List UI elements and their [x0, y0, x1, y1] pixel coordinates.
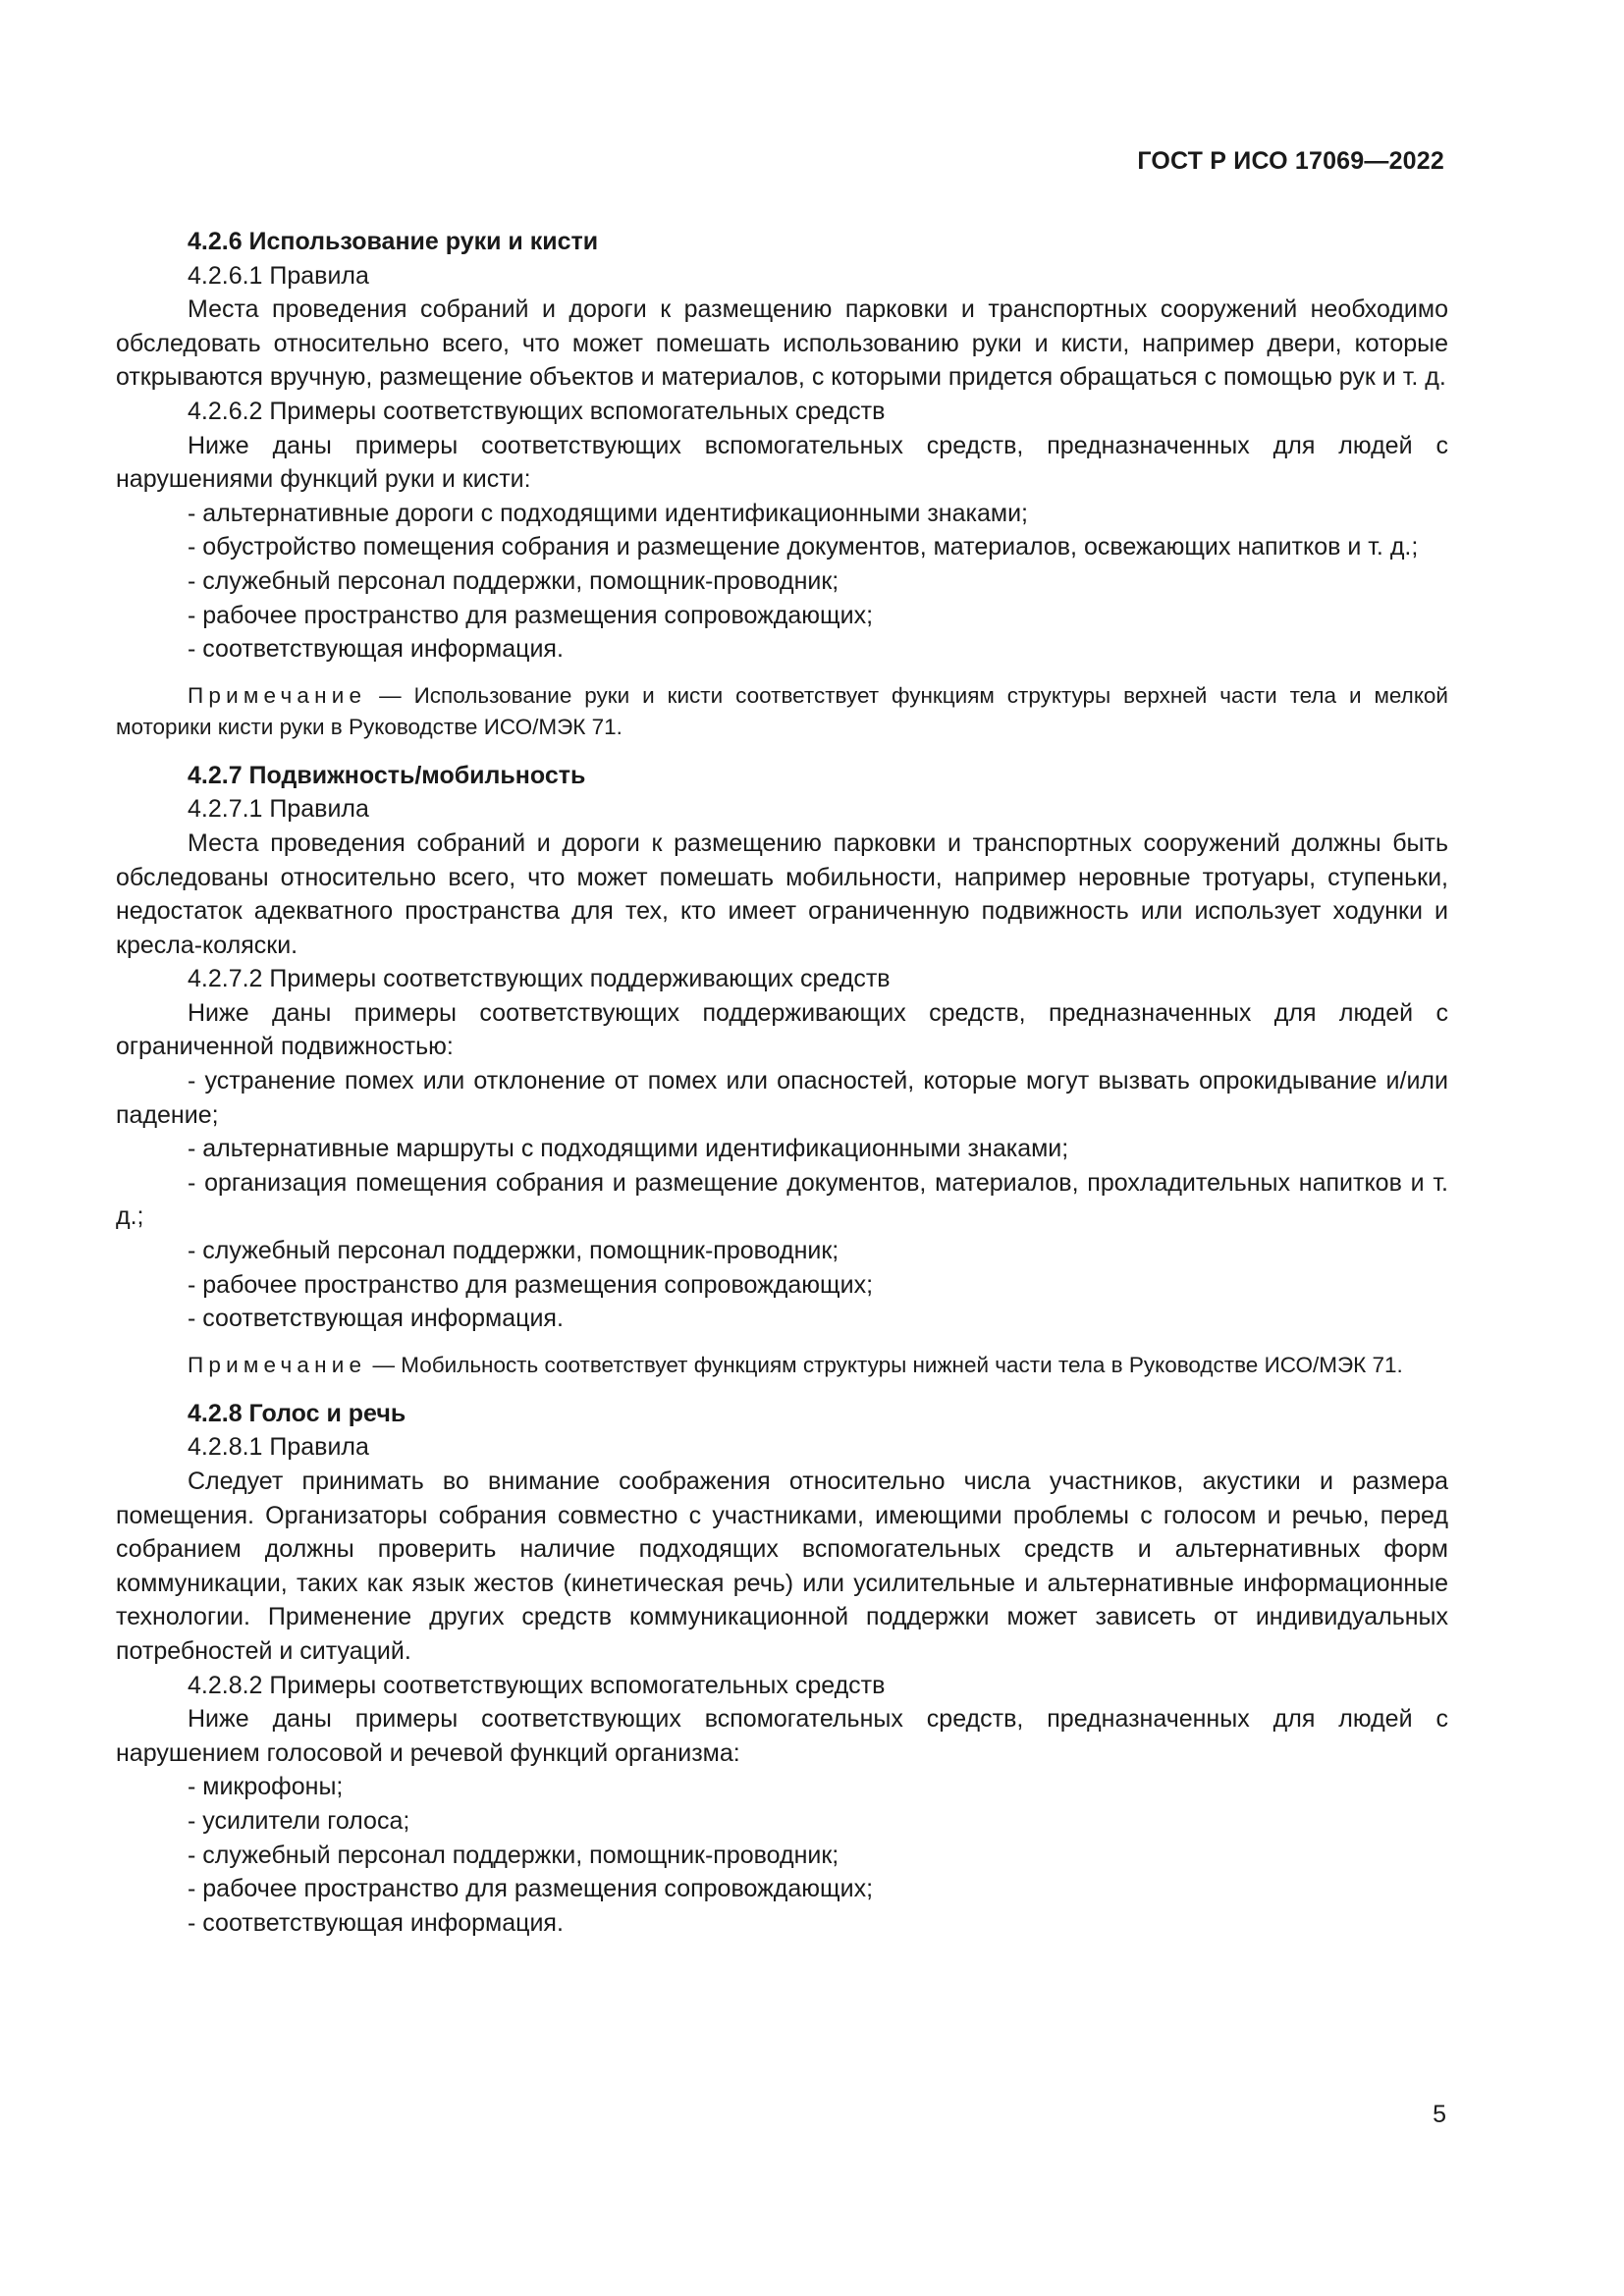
- list-item: - соответствующая информация.: [188, 1908, 564, 1937]
- list-item: - соответствующая информация.: [188, 635, 564, 664]
- subsection-4-2-7-2: 4.2.7.2 Примеры соответствующих поддерживающих средств: [188, 965, 891, 993]
- list-item: - устранение помех или отклонение от помех или опасностей, которые могут вызвать опрокидывание и/или падение;: [116, 1067, 1448, 1129]
- list-item: - альтернативные маршруты с подходящими идентификационными знаками;: [188, 1135, 1069, 1163]
- paragraph: Ниже даны примеры соответствующих поддерживающих средств, предназначенных для людей с ограниченной подвижностью:: [116, 998, 1448, 1061]
- paragraph: Ниже даны примеры соответствующих вспомогательных средств, предназначенных для людей с нарушениями функций руки и кисти:: [116, 431, 1448, 494]
- list-item: - рабочее пространство для размещения сопровождающих;: [188, 1875, 874, 1903]
- note-text: — Мобильность соответствует функциям структуры нижней части тела в Руководстве ИСО/МЭК 71.: [366, 1352, 1403, 1377]
- paragraph: Следует принимать во внимание соображения относительно числа участников, акустики и размера помещения. Организаторы собрания совместно с участниками, имеющими проблемы с голосом и речью, перед собранием должны проверить наличие подходящих вспомогательных средств и альтернативных форм коммуникации, таких как язык жестов (кинетическая речь) или усилительные и альтернативные информационные технологии. Применение других средств коммуникационной поддержки может зависеть от индивидуальных потребностей и ситуаций.: [116, 1468, 1448, 1665]
- paragraph: Ниже даны примеры соответствующих вспомогательных средств, предназначенных для людей с нарушением голосовой и речевой функций организма:: [116, 1705, 1448, 1767]
- list-item: - обустройство помещения собрания и размещение документов, материалов, освежающих напитков и т. д.;: [188, 533, 1419, 561]
- list-item: - рабочее пространство для размещения сопровождающих;: [188, 1270, 874, 1299]
- list-item: - альтернативные дороги с подходящими идентификационными знаками;: [188, 499, 1029, 527]
- section-heading-4-2-7: 4.2.7 Подвижность/мобильность: [188, 761, 586, 789]
- list-item: - микрофоны;: [188, 1773, 344, 1801]
- subsection-4-2-8-1: 4.2.8.1 Правила: [188, 1433, 369, 1462]
- note-text: — Использование руки и кисти соответствует функциям структуры верхней части тела и мелкой моторики кисти руки в Руководстве ИСО/МЭК 71.: [116, 682, 1448, 739]
- list-item: - рабочее пространство для размещения сопровождающих;: [188, 601, 874, 629]
- list-item: - служебный персонал поддержки, помощник-проводник;: [188, 566, 839, 595]
- note-label: Примечание: [188, 682, 367, 708]
- subsection-4-2-8-2: 4.2.8.2 Примеры соответствующих вспомогательных средств: [188, 1671, 886, 1699]
- list-item: - служебный персонал поддержки, помощник-проводник;: [188, 1237, 839, 1265]
- subsection-4-2-6-1: 4.2.6.1 Правила: [188, 261, 369, 290]
- page-number: 5: [1433, 2101, 1446, 2128]
- subsection-4-2-7-1: 4.2.7.1 Правила: [188, 795, 369, 824]
- list-item: - соответствующая информация.: [188, 1305, 564, 1333]
- section-heading-4-2-6: 4.2.6 Использование руки и кисти: [188, 228, 599, 255]
- note: [116, 680, 1448, 743]
- subsection-4-2-6-2: 4.2.6.2 Примеры соответствующих вспомогательных средств: [188, 397, 886, 425]
- section-heading-4-2-8: 4.2.8 Голос и речь: [188, 1399, 406, 1427]
- document-header: ГОСТ Р ИСО 17069—2022: [1137, 147, 1444, 175]
- list-item: - служебный персонал поддержки, помощник-проводник;: [188, 1841, 839, 1869]
- paragraph: Места проведения собраний и дороги к размещению парковки и транспортных сооружений необходимо обследовать относительно всего, что может помешать использованию руки и кисти, например двери, которые открываются вручную, размещение объектов и материалов, с которыми придется обращаться с помощью рук и т. д.: [116, 295, 1448, 392]
- paragraph: Места проведения собраний и дороги к размещению парковки и транспортных сооружений должны быть обследованы относительно всего, что может помешать мобильности, например неровные тротуары, ступеньки, недостаток адекватного пространства для тех, кто имеет ограниченную подвижность или использует ходунки и кресла-коляски.: [116, 828, 1448, 959]
- note-label: Примечание: [188, 1352, 367, 1377]
- note: [116, 1350, 1448, 1381]
- list-item: - организация помещения собрания и размещение документов, материалов, прохладительных напитков и т. д.;: [116, 1168, 1448, 1231]
- list-item: - усилители голоса;: [188, 1806, 410, 1835]
- page-content: [116, 225, 1448, 1940]
